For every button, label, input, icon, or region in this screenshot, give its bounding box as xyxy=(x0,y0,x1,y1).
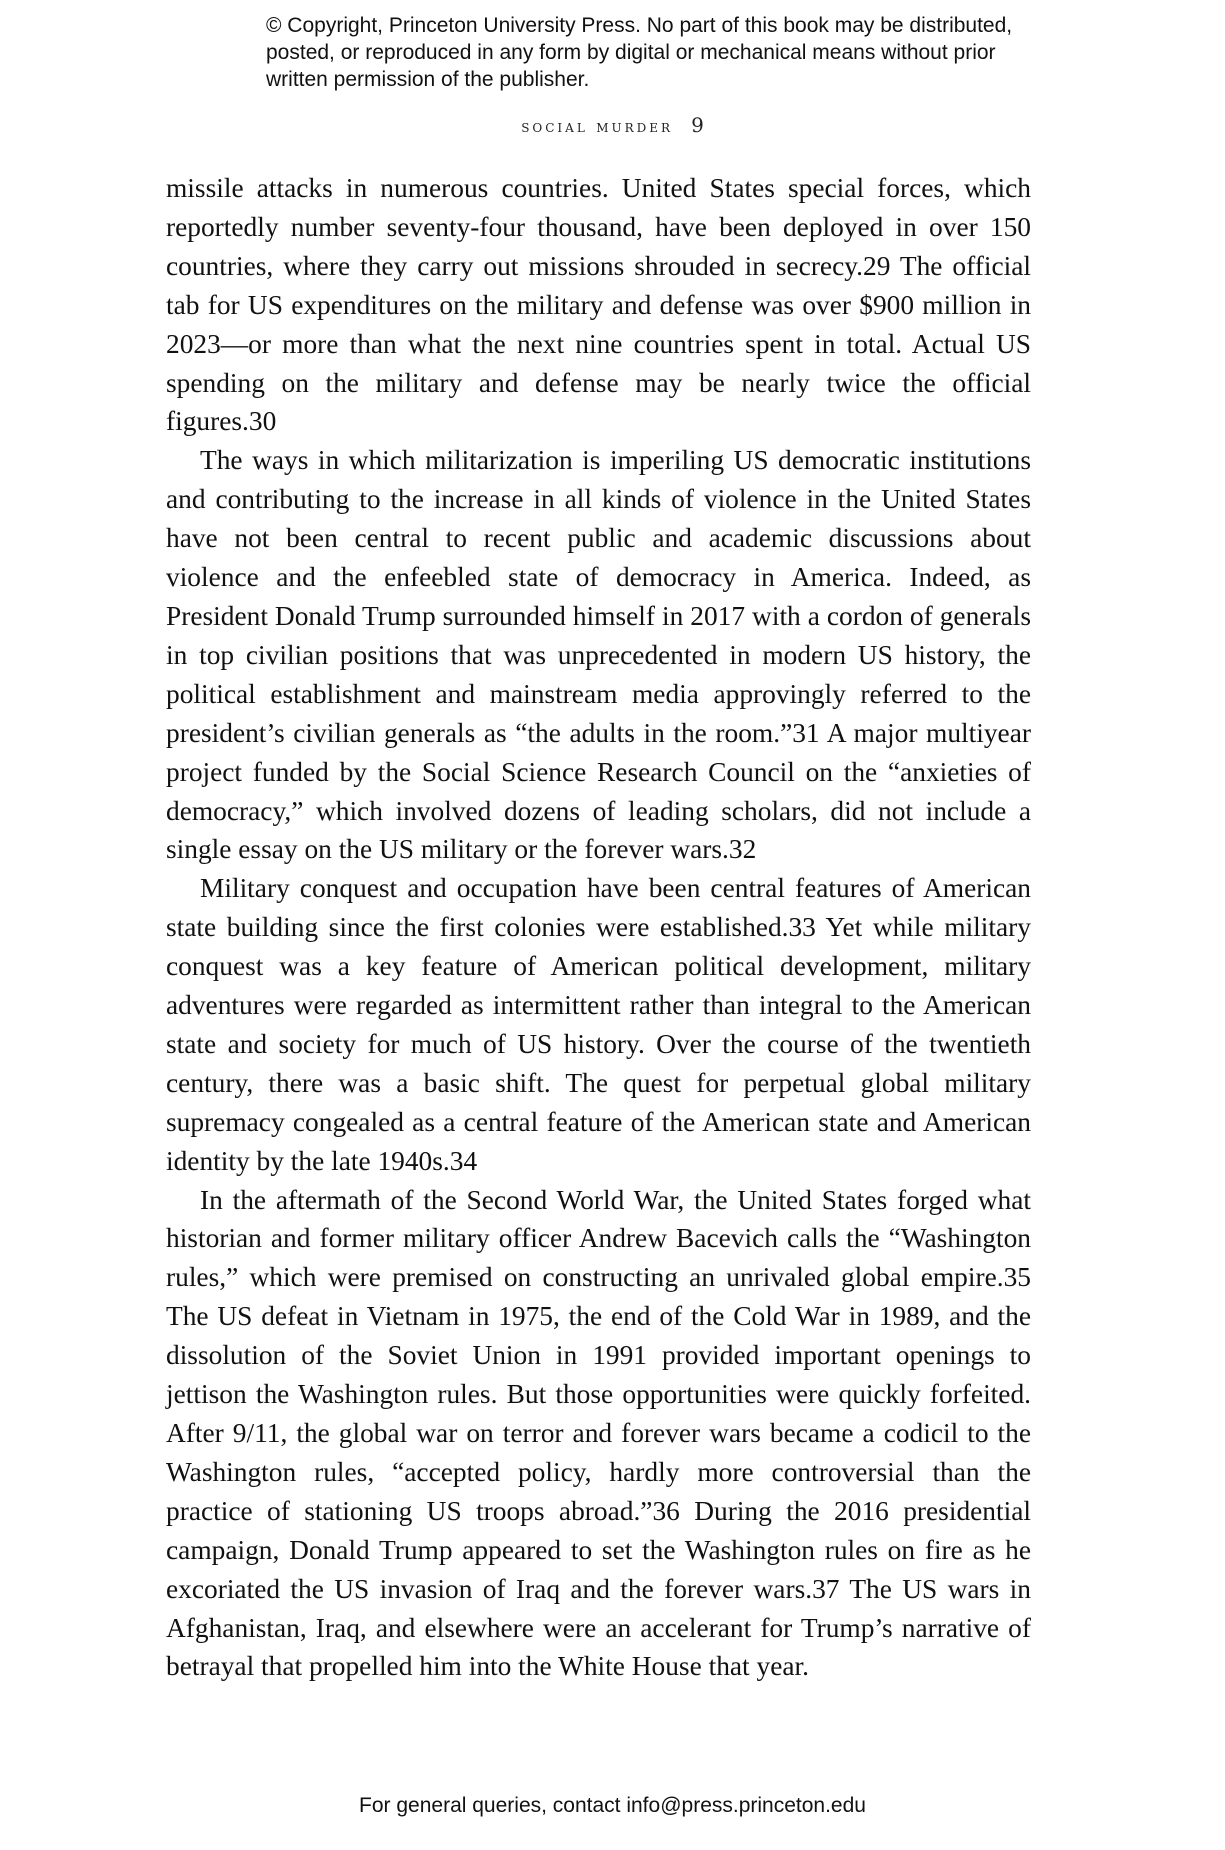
page-number: 9 xyxy=(691,113,704,137)
running-head xyxy=(0,113,1225,137)
running-head-title: social murder xyxy=(521,117,674,137)
body-text xyxy=(166,169,1031,1686)
paragraph: missile attacks in numerous countries. United States special forces, which reportedly number seventy-four thousand, have been deployed in over 150 countries, where they carry out missions shrouded in secrecy.29 The official tab for US expenditures on the military and defense was over $900 million in 2023—or more than what the next nine countries spent in total. Actual US spending on the military and defense may be nearly twice the official figures.30 xyxy=(166,173,1031,437)
paragraph: In the aftermath of the Second World War, the United States forged what historian and former military officer Andrew Bacevich calls the “Washington rules,” which were premised on constructing an unrivaled global empire.35 The US defeat in Vietnam in 1975, the end of the Cold War in 1989, and the dissolution of the Soviet Union in 1991 provided important openings to jettison the Washington rules. But those opportunities were quickly forfeited. After 9/11, the global war on terror and forever wars became a codicil to the Washington rules, “accepted policy, hardly more controversial than the practice of stationing US troops abroad.”36 During the 2016 presidential campaign, Donald Trump appeared to set the Washington rules on fire as he excoriated the US invasion of Iraq and the forever wars.37 The US wars in Afghanistan, Iraq, and elsewhere were an accelerant for Trump’s narrative of betrayal that propelled him into the White House that year. xyxy=(166,1184,1031,1682)
paragraph: Military conquest and occupation have been central features of American state building since the first colonies were established.33 Yet while military conquest was a key feature of American political development, military adventures were regarded as intermittent rather than integral to the American state and society for much of US history. Over the course of the twentieth century, there was a basic shift. The quest for perpetual global military supremacy congealed as a central feature of the American state and American identity by the late 1940s.34 xyxy=(166,873,1031,1176)
footer-contact: For general queries, contact info@press.princeton.edu xyxy=(359,1794,866,1817)
copyright-notice: © Copyright, Princeton University Press. No part of this book may be distributed, posted, or reproduced in any form by digital or mechanical means without prior written permission of the publisher. xyxy=(266,14,1013,91)
paragraph: The ways in which militarization is imperiling US democratic institutions and contributing to the increase in all kinds of violence in the United States have not been central to recent public and academic discussions about violence and the enfeebled state of democracy in America. Indeed, as President Donald Trump surrounded himself in 2017 with a cordon of generals in top civilian positions that was unprecedented in modern US history, the political establishment and mainstream media approvingly referred to the president’s civilian generals as “the adults in the room.”31 A major multiyear project funded by the Social Science Research Council on the “anxieties of democracy,” which involved dozens of leading scholars, did not include a single essay on the US military or the forever wars.32 xyxy=(166,445,1031,865)
